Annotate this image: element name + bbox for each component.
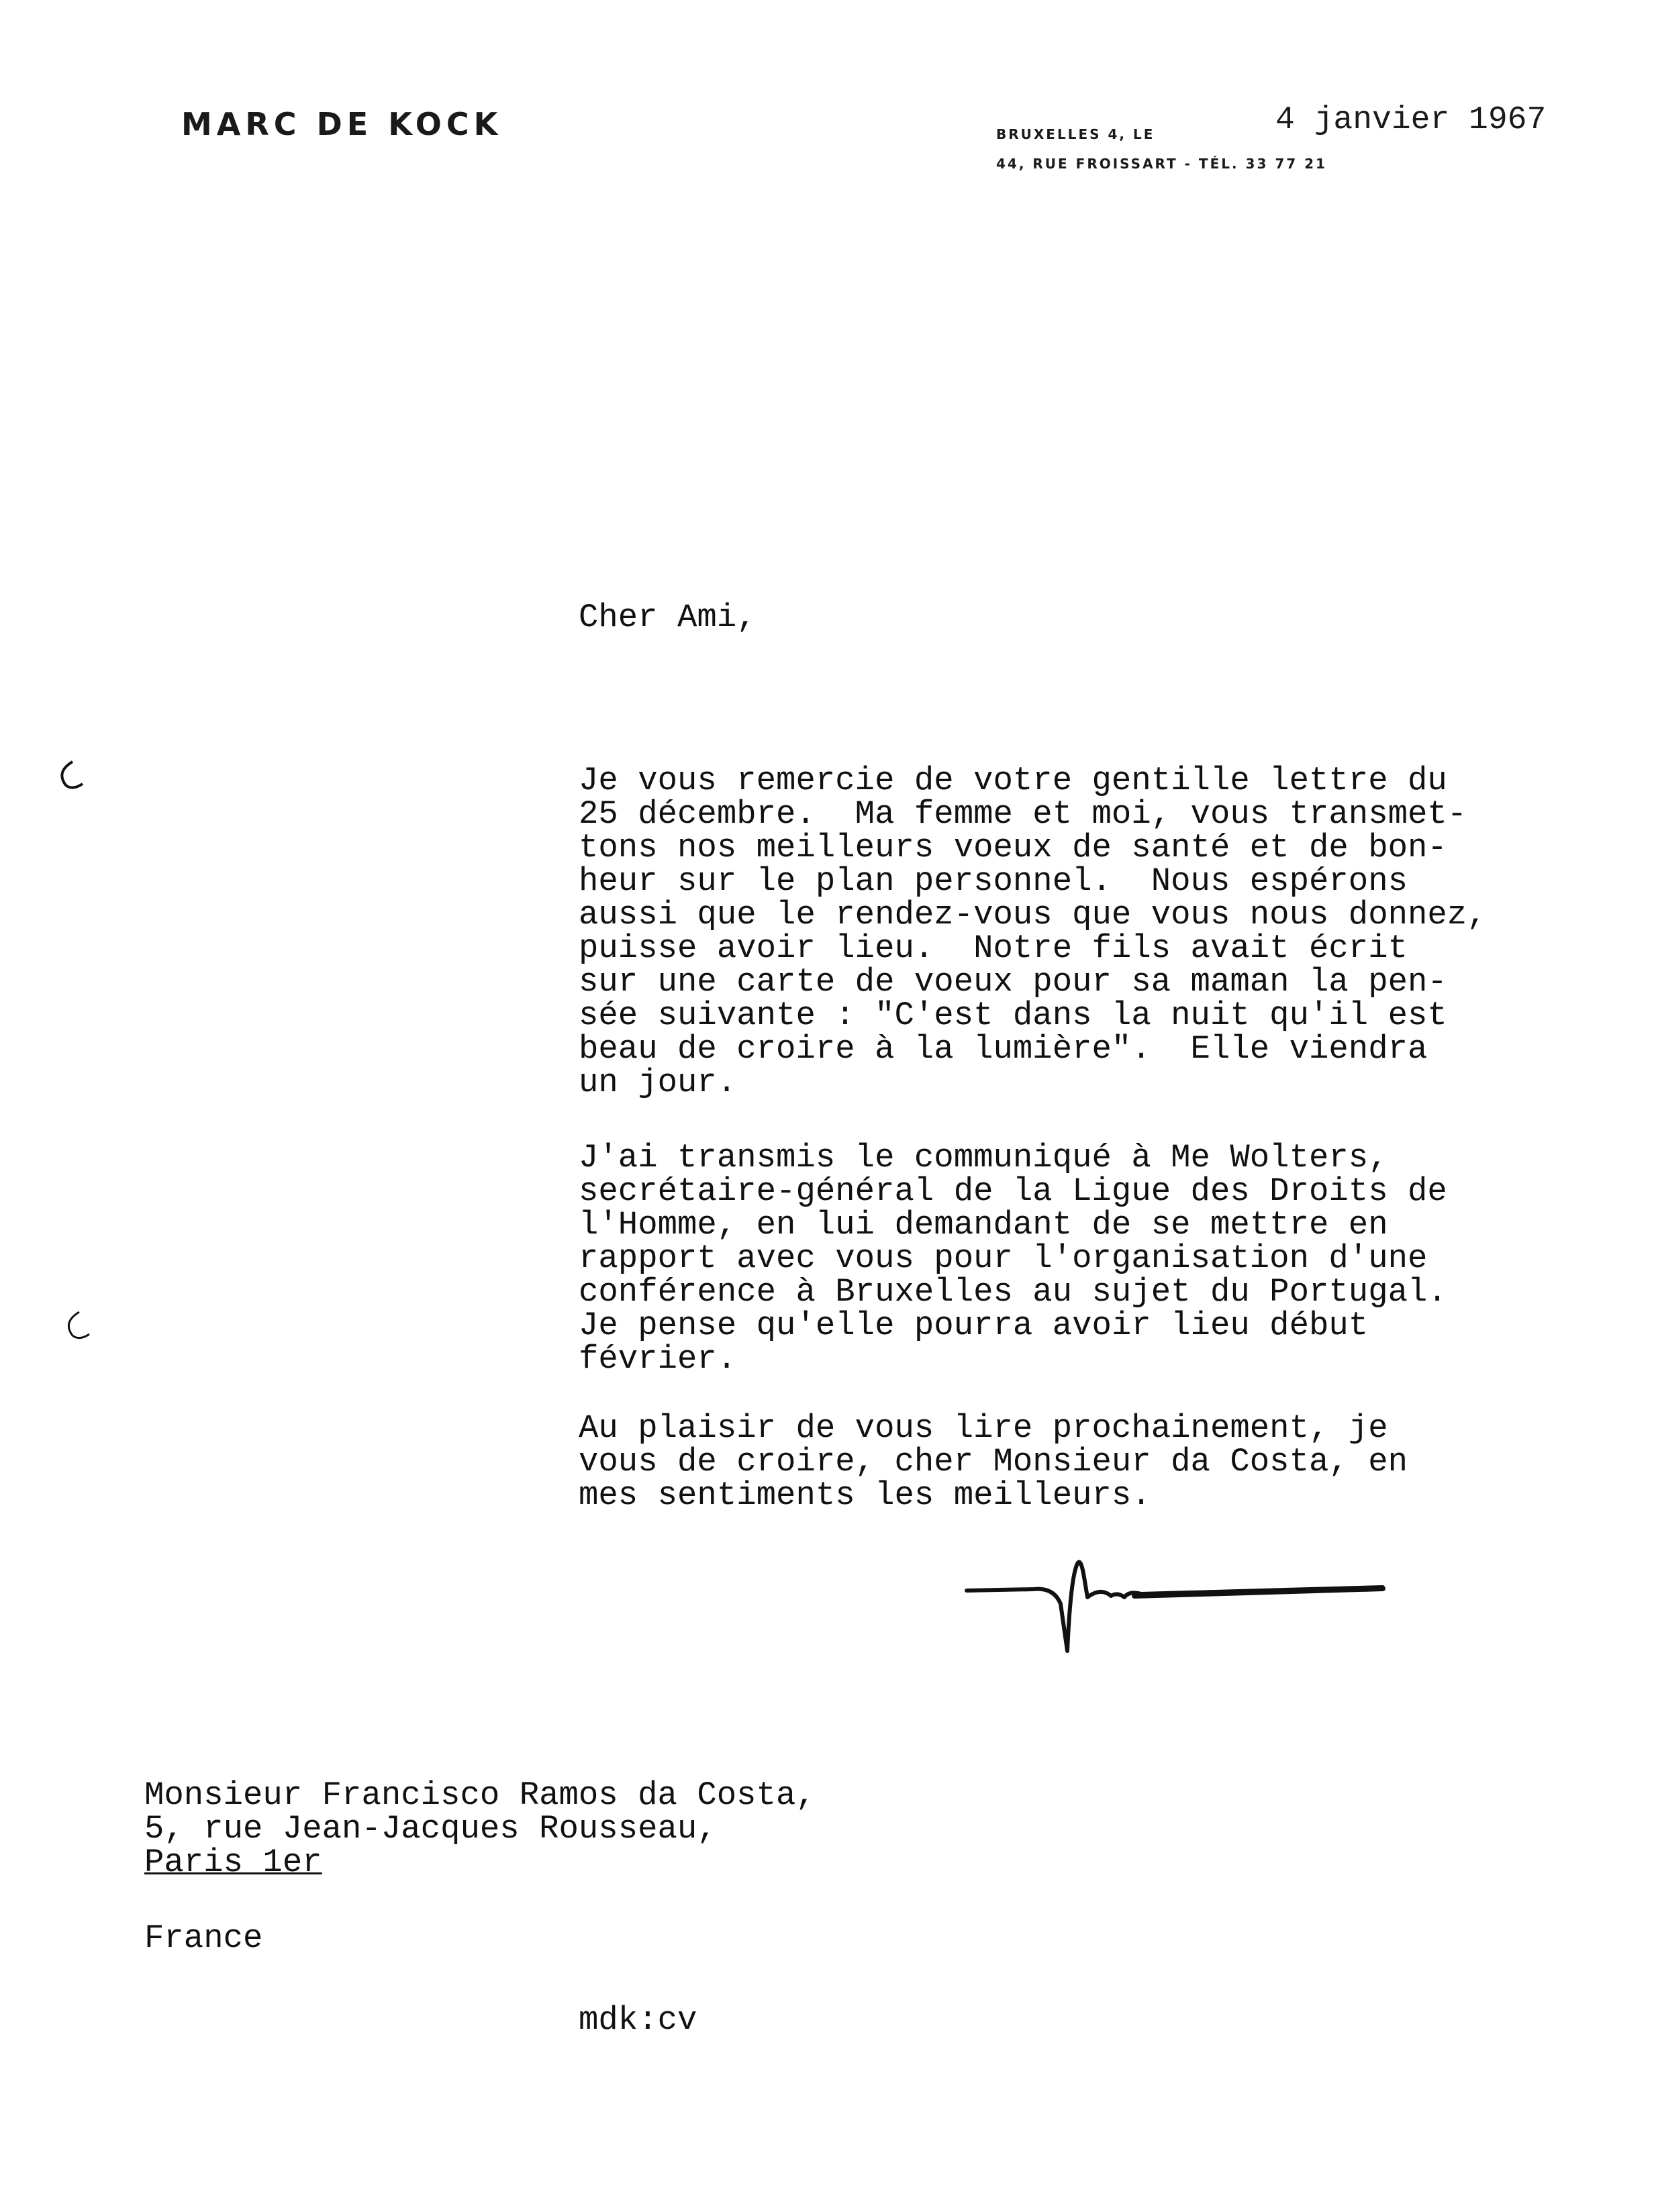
recipient-city: Paris 1er <box>144 1844 322 1881</box>
body-paragraph-2: J'ai transmis le communiqué à Me Wolters, secrétaire-général de la Ligue des Droits de l'Homme, en lui demandant de se mettre en rapport avec vous pour l'organisation d'une conférence à Bruxelles au sujet du Portugal. Je pense qu'elle pourra avoir lieu début février. <box>579 1139 1447 1378</box>
recipient-country: France <box>144 1919 263 1957</box>
signature <box>960 1550 1396 1671</box>
body-paragraph-3: Au plaisir de vous lire prochainement, je vous de croire, cher Monsieur da Costa, en mes sentiments les meilleurs. <box>579 1409 1408 1514</box>
letter-date: 4 janvier 1967 <box>1275 102 1547 138</box>
recipient-address: Monsieur Francisco Ramos da Costa, 5, rue Jean-Jacques Rousseau, <box>144 1776 816 1848</box>
letterhead-city: BRUXELLES 4, LE <box>996 126 1155 142</box>
punch-hole-mark <box>59 1309 93 1342</box>
salutation: Cher Ami, <box>579 599 757 636</box>
reference-initials: mdk:cv <box>579 2001 697 2039</box>
body-paragraph-1: Je vous remercie de votre gentille lettre du 25 décembre. Ma femme et moi, vous transmet- tons nos meilleurs voeux de santé et de bon- heur sur le plan personnel. Nous espérons aussi que le rendez-vous que vous nous donnez, puisse avoir lieu. Notre fils avait écrit sur une carte de voeux pour sa maman la pen- sée suivante : "C'est dans la nuit qu'il est beau de croire à la lumière". Elle viendra un jour. <box>579 762 1487 1101</box>
sender-name: MARC DE KOCK <box>181 106 503 142</box>
punch-hole-mark <box>52 758 86 792</box>
letterhead-address: 44, RUE FROISSART - TÉL. 33 77 21 <box>996 156 1327 172</box>
